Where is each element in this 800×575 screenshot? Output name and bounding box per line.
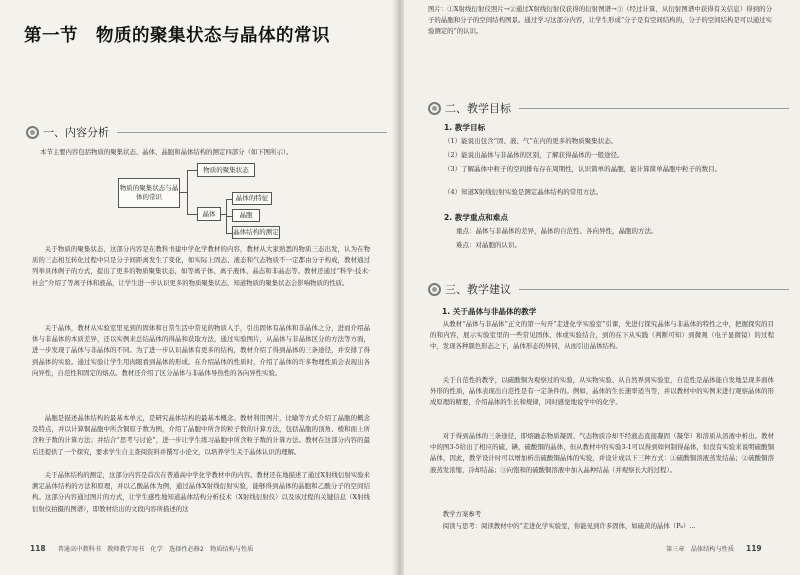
diagram-leaf: 晶体结构的测定 [232, 226, 280, 239]
right-page [404, 0, 800, 575]
paragraph: 关于晶体结构的测定，这部分内容是首次在普通高中学化学教材中的内容。教材还在地描述了通过X射线衍射实验来测定晶体结构的方法和原理，并以乙酸晶体为例，通过晶体X射线衍射实验，能够得到晶体的晶胞和乙酸分子的空间结构。这部分内容通过图片的方式，让学生感性地知道晶体结构分析技术（X射线衍射仪）以及该过程的关键信息（X射线衍射仪拍摄的图谱），即教材给出的文段内容所描述的这 [32, 471, 370, 513]
subheading: 1. 教学目标 [444, 123, 486, 132]
objective: （3）了解晶体中粒子的空间排布存在周期性，认识简单的晶胞，能计算简单晶胞中粒子的数目。 [444, 165, 722, 173]
paragraph: 晶胞是描述晶体结构的最基本单元，是研究晶体结构的最基本概念。教材利用图片，比喻等方式介绍了晶胞的概念及特点，并以计算铜晶胞中所含铜原子数为例，介绍了晶胞中所含的粒子数的计算方法，包括晶胞的顶角、棱和面上所含粒子数的计算方法；并结合“思考与讨论”，进一步让学生练习晶胞中所含粒子数的计算方法。教材在这部分内容的最后还提供了一个探究，要求学生自主查阅资料并撰写小论文，以培养学生关于晶体认识的理解。 [32, 414, 370, 456]
subheading: 1. 关于晶体与非晶体的教学 [442, 307, 537, 316]
section-rule [519, 289, 789, 290]
section-bullet-icon [428, 283, 441, 296]
objective: （2）能说出晶体与非晶体的区别，了解获得晶体的一般途径。 [444, 151, 624, 159]
running-footer: 普通高中教科书 教师教学用书 化学 选择性必修2 物质结构与性质 [57, 546, 254, 553]
paragraph: 关于晶体，教材从实验室里见到的固体和日常生活中常见的物质入手，引出固体有晶体和非晶体之分，进而介绍晶体与非晶体的本质差异，还以实例来总结晶体的得晶和获取方法，通过实验图片，从晶体与非晶体区分的方法等方面，进一步发现了晶体与非晶体的不同。为了进一步认识晶体有更多的结构，教材介绍了得到晶体的三条途径，并安排了得到晶体的实验。通过实验让学生用肉眼看到晶体的形成。在介绍晶体的性质时，介绍了晶体的许多物理性质会表现出各向异性，自范性和固定的熔点。教材还介绍了区分晶体与非晶体导热性的各向异性实验。 [32, 324, 370, 377]
paragraph: 阅读与思考：阅读教材中的“走进化学实验室，你能见到许多固体，如硫黄的晶体（P₈）... [442, 522, 696, 530]
paragraph: 对于得到晶体的三条途径，即熔融态物质凝固、气态物质冷却不经液态直接凝固（凝华）和溶质从溶液中析出。教材中的图3-5给出了相应的硫、碘、硫酸铜的晶体，但从教材中的实验3-1可以得到如何制得晶体，但没有实验来说明硫酸铜晶体，因此，教学设计时可以增加析出硫酸铜晶体的实验，并设计成以下三种方式：①硫酸铜溶液蒸发结晶；②硫酸铜溶液蒸发浓缩，冷却结晶；③向饱和的硫酸铜溶液中加入晶种结晶（并观察长大的过程）。 [430, 432, 774, 474]
section-rule [519, 108, 789, 109]
section-heading-content-analysis [26, 124, 387, 140]
diagram-leaf: 晶胞 [232, 209, 260, 222]
diagram-root-box: 物质的聚集状态与晶体的常识 [118, 178, 180, 208]
diagram-branch-top: 物质的聚集状态 [197, 163, 255, 177]
section-heading-suggestions [428, 281, 789, 297]
paragraph: 从教材“晶体与非晶体”正文的第一句开“走进化学实验室”引课，先进行探究晶体与非晶体的特性之中，把握探究的目的和内容，展示实验室里的一些常见固体、体或实验结合，到的在下从实践（判断可知）到微观（电子显微镜）的过程中，发现各种颜色形态之下，晶体形态的异同，从而引出晶体结构。 [430, 320, 774, 351]
diagram-branch-crystal: 晶体 [197, 207, 221, 221]
chapter-title: 第一节 物质的聚集状态与晶体的常识 [24, 26, 330, 46]
paragraph: 关于物质的聚集状态，这部分内容是在教科书建中学化学教材的内容，教材从大家熟悉的物质三态出发，认为在物质的三态相互转化过程中只是分子间距离发生了变化，如实际上固态、液态和气态物质不一定都由分子构成，教材通过列举具体例子的方式，提出了更多的物质聚集状态，如等离子体、离子液体、晶态和非晶态等。教材还通过“科学·技术·社会”介绍了等离子体和液晶，让学生进一步认识更多的物质聚集状态，知道物质的聚集状态会影响物质的性质。 [32, 245, 370, 287]
section-title: 一、内容分析 [43, 126, 109, 139]
right-footer [666, 544, 762, 553]
running-footer: 第三章 晶体结构与性质 [666, 546, 735, 553]
page-number: 118 [30, 544, 46, 553]
diagram-connector [187, 170, 188, 215]
section-bullet-icon [26, 126, 39, 139]
continued-paragraph: 图片：①X射线衍射仪照片→②通过X射线衍射仪获得的衍射图谱→③（经过计算，从衍射图谱中获得有关信息）得到的分子的晶胞和分子的空间结构图景。通过学习这部分内容，让学生形成“分子是有空间结构的，分子的空间结构是可以通过实验测定的”的认识。 [428, 5, 772, 36]
page-number: 119 [746, 544, 762, 553]
section-title: 二、教学目标 [445, 102, 511, 115]
subheading: 2. 教学重点和难点 [444, 213, 508, 222]
diagram-connector [187, 170, 197, 171]
left-footer [30, 544, 253, 553]
paragraph: 关于自范性的教学，以硫酸铜为观察过的实验，从实物实验、从自然界到实验室，自范性是晶体能自发地呈现多面体外形的性质，晶体表现出自范性是有一定条件的。例如，晶体的生长速率适当等，并以教材中的实例来进行观察晶体的形成原理的精要，介绍晶体的生长和规律，同时感觉地说学中的化学。 [430, 376, 774, 407]
diagram-leaf: 晶体的特征 [232, 192, 272, 205]
section-bullet-icon [428, 102, 441, 115]
key-point: 难点：对晶胞的认识。 [456, 241, 521, 249]
left-page [0, 0, 396, 575]
diagram-connector [187, 214, 197, 215]
key-point: 重点：晶体与非晶体的差异，晶体的自范性、各向异性，晶胞的方法。 [456, 227, 658, 235]
section-title: 三、教学建议 [445, 283, 511, 296]
objective: （4）知道X射线衍射实验是测定晶体结构的常用方法。 [444, 188, 603, 196]
intro-text: 本节主要内容包括物质的聚集状态、晶体、晶胞和晶体结构的测定四部分（如下图所示）。 [40, 148, 293, 156]
paragraph-label: 教学方案参考 [442, 510, 482, 518]
section-rule [117, 132, 387, 133]
objective: （1）能说出包含“固、液、气”在内的更多的物质聚集状态。 [444, 137, 618, 145]
section-heading-goals [428, 100, 789, 116]
